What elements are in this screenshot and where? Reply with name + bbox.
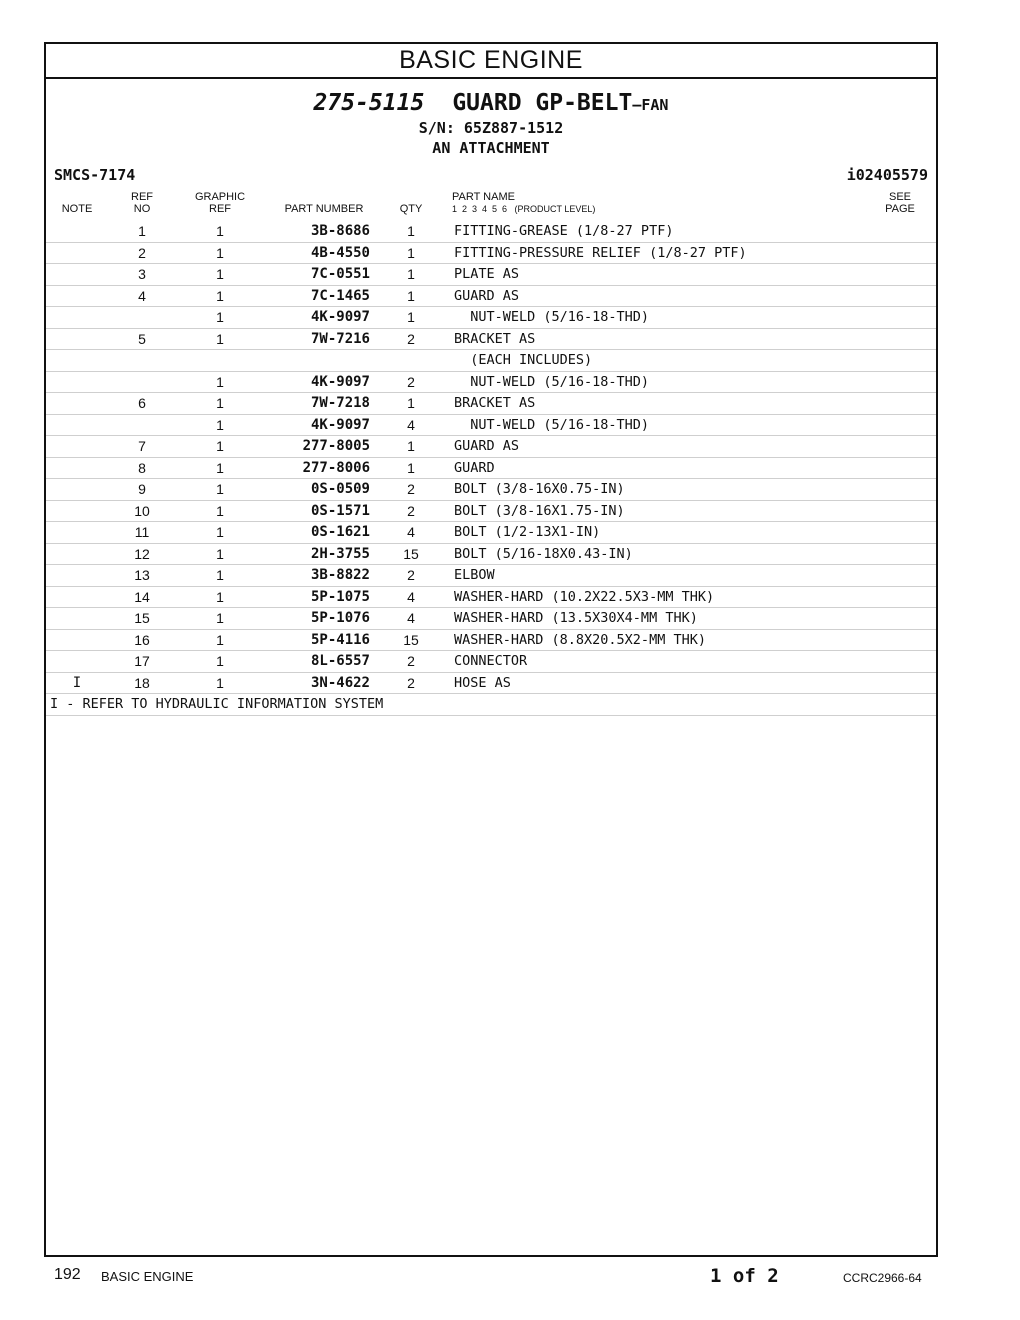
part-name-cell: CONNECTOR	[454, 653, 528, 669]
qty-cell: 1	[407, 223, 415, 239]
footer-doc-code: CCRC2966-64	[843, 1271, 922, 1285]
col-part-name	[452, 191, 595, 215]
ref-no-cell: 8	[138, 459, 146, 476]
col-ref-no	[126, 191, 158, 215]
group-title-suffix: —FAN	[632, 96, 669, 114]
part-name-cell: BOLT (5/16-18X0.43-IN)	[454, 545, 633, 562]
ref-no-cell: 6	[138, 395, 146, 411]
table-row	[46, 393, 936, 415]
illustration-id: i02405579	[846, 166, 928, 184]
ref-no-cell: 7	[138, 438, 146, 454]
ref-no-cell: 2	[138, 244, 146, 261]
table-row	[46, 544, 936, 566]
graphic-ref-cell: 1	[216, 416, 224, 433]
qty-cell: 1	[407, 309, 415, 325]
table-row	[46, 479, 936, 501]
part-name-cell: BOLT (1/2-13X1-IN)	[454, 524, 601, 540]
part-number-cell: 7W-7216	[310, 330, 370, 347]
group-part-number: 275-5115	[313, 90, 425, 116]
table-row	[46, 286, 936, 308]
table-row	[46, 565, 936, 587]
part-name-cell: NUT-WELD (5/16-18-THD)	[454, 416, 650, 433]
part-number-cell: 5P-1075	[310, 588, 370, 605]
part-number-cell: 4K-9097	[310, 373, 370, 390]
footer-page-of: 1 of 2	[710, 1265, 779, 1287]
graphic-ref-cell: 1	[216, 459, 224, 476]
table-row	[46, 522, 936, 544]
col-qty: QTY	[399, 203, 423, 215]
part-number-cell: 277-8006	[302, 459, 370, 476]
ref-no-cell: 11	[134, 524, 150, 540]
graphic-ref-cell: 1	[216, 524, 224, 540]
part-name-cell: FITTING-PRESSURE RELIEF (1/8-27 PTF)	[454, 244, 747, 261]
ref-no-cell: 15	[134, 610, 150, 626]
table-row	[46, 501, 936, 523]
graphic-ref-cell: 1	[216, 244, 224, 261]
table-row	[46, 651, 936, 673]
qty-cell: 4	[407, 588, 415, 605]
col-see-bottom: PAGE	[885, 203, 915, 215]
table-row	[46, 350, 936, 372]
group-title-line	[46, 88, 936, 118]
qty-cell: 1	[407, 459, 415, 476]
table-row	[46, 221, 936, 243]
ref-no-cell: 1	[138, 223, 146, 239]
table-row	[46, 329, 936, 351]
part-name-cell: WASHER-HARD (10.2X22.5X3-MM THK)	[454, 588, 715, 605]
part-number-cell: 5P-1076	[310, 610, 370, 626]
table-row	[46, 372, 936, 394]
qty-cell: 4	[407, 416, 415, 433]
parts-table-body	[46, 221, 936, 716]
ref-no-cell: 16	[134, 631, 150, 648]
graphic-ref-cell: 1	[216, 631, 224, 648]
table-row	[46, 264, 936, 286]
qty-cell: 1	[407, 438, 415, 454]
part-name-cell: BRACKET AS	[454, 330, 536, 347]
col-graphic-ref	[186, 191, 254, 215]
col-ref-top: REF	[131, 191, 153, 203]
part-number-cell: 7C-0551	[310, 266, 370, 282]
part-number-cell: 4K-9097	[310, 309, 370, 325]
footer-page-number: 192	[54, 1266, 81, 1283]
part-number-cell: 4B-4550	[310, 244, 370, 261]
smcs-code: SMCS-7174	[54, 166, 136, 184]
qty-cell: 2	[407, 653, 415, 669]
col-part-number: PART NUMBER	[284, 203, 364, 215]
part-name-cell: ELBOW	[454, 567, 495, 583]
footnote: I - REFER TO HYDRAULIC INFORMATION SYSTEM	[50, 696, 384, 712]
graphic-ref-cell: 1	[216, 588, 224, 605]
part-number-cell: 3B-8686	[310, 223, 370, 239]
graphic-ref-cell: 1	[216, 610, 224, 626]
part-number-cell: 3B-8822	[310, 567, 370, 583]
table-row	[46, 243, 936, 265]
qty-cell: 4	[407, 610, 415, 626]
ref-no-cell: 17	[134, 653, 150, 669]
qty-cell: 2	[407, 373, 415, 390]
group-subtitle: AN ATTACHMENT	[432, 139, 550, 157]
part-number-cell: 277-8005	[302, 438, 370, 454]
graphic-ref-cell: 1	[216, 309, 224, 325]
footer-section: BASIC ENGINE	[101, 1269, 194, 1284]
part-number-cell: 7C-1465	[310, 287, 370, 304]
part-number-cell: 0S-0509	[310, 481, 370, 497]
group-heading	[46, 88, 936, 158]
part-name-cell: (EACH INCLUDES)	[454, 352, 593, 368]
ref-no-cell: 4	[138, 287, 146, 304]
part-name-cell: GUARD	[454, 459, 495, 476]
part-name-cell: BOLT (3/8-16X1.75-IN)	[454, 502, 625, 519]
ref-no-cell: 13	[134, 567, 150, 583]
ref-no-cell: 3	[138, 266, 146, 282]
graphic-ref-cell: 1	[216, 674, 224, 691]
graphic-ref-cell: 1	[216, 438, 224, 454]
part-number-cell: 0S-1621	[310, 524, 370, 540]
col-product-level: 1 2 3 4 5 6 (PRODUCT LEVEL)	[452, 204, 596, 214]
graphic-ref-cell: 1	[216, 287, 224, 304]
ref-no-cell: 14	[134, 588, 150, 605]
qty-cell: 1	[407, 395, 415, 411]
col-note: NOTE	[61, 203, 93, 215]
qty-cell: 1	[407, 244, 415, 261]
part-name-cell: BOLT (3/8-16X0.75-IN)	[454, 481, 625, 497]
col-part-name-label: PART NAME	[452, 191, 515, 203]
qty-cell: 4	[407, 524, 415, 540]
graphic-ref-cell: 1	[216, 502, 224, 519]
part-name-cell: NUT-WELD (5/16-18-THD)	[454, 373, 650, 390]
part-name-cell: WASHER-HARD (8.8X20.5X2-MM THK)	[454, 631, 706, 648]
graphic-ref-cell: 1	[216, 653, 224, 669]
col-graphic-top: GRAPHIC	[194, 191, 246, 203]
col-see-top: SEE	[888, 191, 911, 203]
part-name-cell: BRACKET AS	[454, 395, 536, 411]
table-row	[46, 673, 936, 695]
table-row	[46, 608, 936, 630]
qty-cell: 15	[403, 545, 419, 562]
graphic-ref-cell: 1	[216, 545, 224, 562]
part-name-cell: FITTING-GREASE (1/8-27 PTF)	[454, 223, 674, 239]
qty-cell: 2	[407, 567, 415, 583]
qty-cell: 2	[407, 481, 415, 497]
col-ref-bottom: NO	[133, 203, 151, 215]
part-number-cell: 3N-4622	[310, 674, 370, 691]
graphic-ref-cell: 1	[216, 567, 224, 583]
table-row	[46, 587, 936, 609]
part-name-cell: GUARD AS	[454, 438, 520, 454]
qty-cell: 2	[407, 502, 415, 519]
table-row	[46, 436, 936, 458]
qty-cell: 15	[403, 631, 419, 648]
part-name-cell: PLATE AS	[454, 266, 520, 282]
part-name-cell: WASHER-HARD (13.5X30X4-MM THK)	[454, 610, 698, 626]
part-name-cell: HOSE AS	[454, 674, 511, 691]
graphic-ref-cell: 1	[216, 266, 224, 282]
part-number-cell: 4K-9097	[310, 416, 370, 433]
part-number-cell: 5P-4116	[310, 631, 370, 648]
serial-number: S/N: 65Z887-1512	[418, 119, 564, 137]
part-number-cell: 2H-3755	[310, 545, 370, 562]
graphic-ref-cell: 1	[216, 223, 224, 239]
footnote-row	[46, 694, 936, 716]
qty-cell: 1	[407, 287, 415, 304]
qty-cell: 2	[407, 674, 415, 691]
table-row	[46, 458, 936, 480]
page-frame	[44, 42, 938, 1257]
ref-no-cell: 10	[134, 502, 150, 519]
ref-no-cell: 18	[134, 674, 150, 691]
group-title: GUARD GP-BELT	[452, 90, 633, 116]
part-number-cell: 0S-1571	[310, 502, 370, 519]
part-name-cell: NUT-WELD (5/16-18-THD)	[454, 309, 650, 325]
col-see-page	[876, 191, 924, 215]
table-row	[46, 415, 936, 437]
part-name-cell: GUARD AS	[454, 287, 520, 304]
graphic-ref-cell: 1	[216, 395, 224, 411]
qty-cell: 2	[407, 330, 415, 347]
graphic-ref-cell: 1	[216, 481, 224, 497]
graphic-ref-cell: 1	[216, 373, 224, 390]
part-number-cell: 7W-7218	[310, 395, 370, 411]
section-title: BASIC ENGINE	[46, 44, 936, 79]
table-row	[46, 307, 936, 329]
part-number-cell: 8L-6557	[310, 653, 370, 669]
ref-no-cell: 5	[138, 330, 146, 347]
qty-cell: 1	[407, 266, 415, 282]
table-row	[46, 630, 936, 652]
col-graphic-bottom: REF	[209, 203, 231, 215]
ref-no-cell: 12	[134, 545, 150, 562]
ref-no-cell: 9	[138, 481, 146, 497]
parts-table-header	[46, 190, 936, 218]
graphic-ref-cell: 1	[216, 330, 224, 347]
note-cell: I	[72, 674, 82, 691]
